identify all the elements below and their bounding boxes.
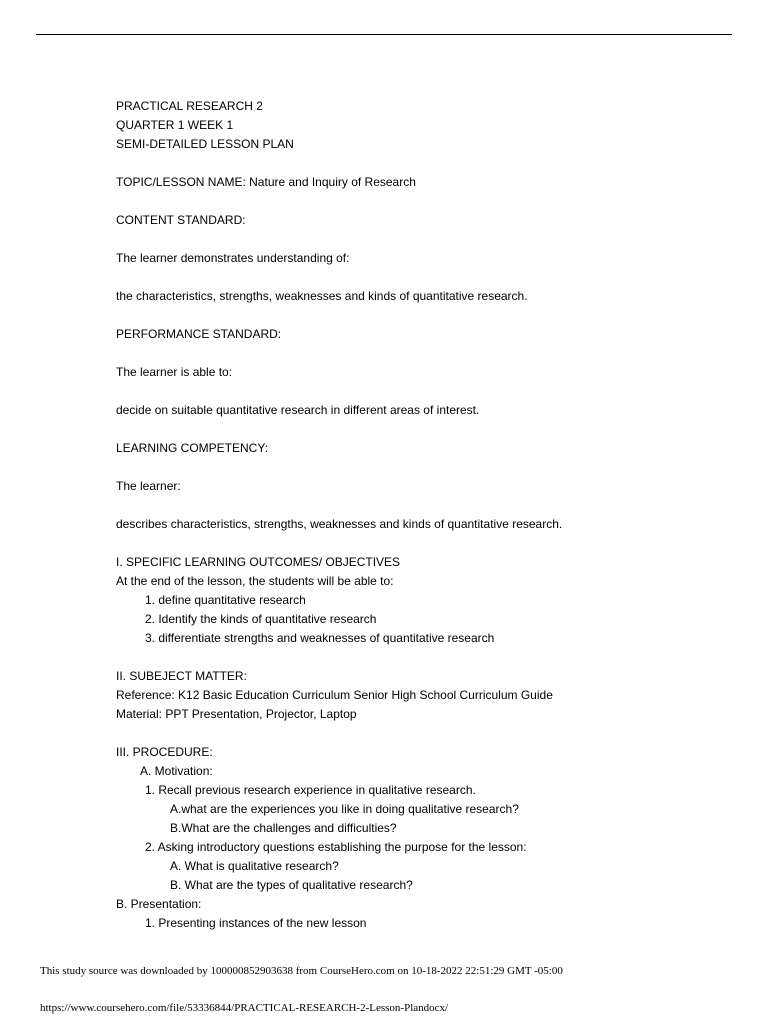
lesson-plan-body: [116, 97, 732, 933]
plan-type: SEMI-DETAILED LESSON PLAN: [116, 137, 294, 151]
spacer: [116, 724, 732, 743]
course-title: PRACTICAL RESEARCH 2: [116, 99, 263, 113]
motivation-item: 1. Recall previous research experience in qualitative research.: [145, 783, 476, 797]
objectives-intro: At the end of the lesson, the students will be able to:: [116, 574, 394, 588]
learning-competency-intro: The learner:: [116, 479, 181, 493]
procedure-heading: III. PROCEDURE:: [116, 745, 213, 759]
subject-matter-reference: Reference: K12 Basic Education Curriculum Senior High School Curriculum Guide: [116, 688, 553, 702]
spacer: [116, 230, 732, 249]
source-url: https://www.coursehero.com/file/53336844/PRACTICAL-RESEARCH-2-Lesson-Plandocx/: [40, 1002, 449, 1014]
learning-competency-text: describes characteristics, strengths, weaknesses and kinds of quantitative research.: [116, 517, 563, 531]
spacer: [116, 268, 732, 287]
spacer: [116, 458, 732, 477]
quarter-week: QUARTER 1 WEEK 1: [116, 118, 234, 132]
motivation-item: 2. Asking introductory questions establishing the purpose for the lesson:: [145, 840, 527, 854]
spacer: [116, 306, 732, 325]
subject-matter-material: Material: PPT Presentation, Projector, Laptop: [116, 707, 357, 721]
performance-standard-heading: PERFORMANCE STANDARD:: [116, 327, 282, 341]
presentation-item: 1. Presenting instances of the new lesson: [145, 916, 367, 930]
topic-line: TOPIC/LESSON NAME: Nature and Inquiry of Research: [116, 175, 416, 189]
spacer: [116, 344, 732, 363]
spacer: [116, 382, 732, 401]
motivation-subitem: A.what are the experiences you like in doing qualitative research?: [170, 802, 519, 816]
spacer: [116, 420, 732, 439]
learning-competency-heading: LEARNING COMPETENCY:: [116, 441, 269, 455]
performance-standard-intro: The learner is able to:: [116, 365, 233, 379]
content-standard-heading: CONTENT STANDARD:: [116, 213, 246, 227]
motivation-label: A. Motivation:: [140, 764, 213, 778]
spacer: [116, 496, 732, 515]
performance-standard-text: decide on suitable quantitative research in different areas of interest.: [116, 403, 480, 417]
motivation-subitem: B.What are the challenges and difficulties?: [170, 821, 397, 835]
objectives-heading: I. SPECIFIC LEARNING OUTCOMES/ OBJECTIVES: [116, 555, 401, 569]
motivation-subitem: A. What is qualitative research?: [170, 859, 339, 873]
objective-item: 2. Identify the kinds of quantitative research: [145, 612, 377, 626]
spacer: [116, 192, 732, 211]
spacer: [116, 154, 732, 173]
page-top-rule: [36, 34, 732, 35]
download-notice: This study source was downloaded by 100000852903638 from CourseHero.com on 10-18-2022 22:51:29 GMT -05:00: [40, 965, 563, 977]
objective-item: 3. differentiate strengths and weaknesses of quantitative research: [145, 631, 495, 645]
objective-item: 1. define quantitative research: [145, 593, 306, 607]
subject-matter-heading: II. SUBEJECT MATTER:: [116, 669, 247, 683]
spacer: [116, 648, 732, 667]
motivation-subitem: B. What are the types of qualitative research?: [170, 878, 413, 892]
content-standard-text: the characteristics, strengths, weaknesses and kinds of quantitative research.: [116, 289, 528, 303]
spacer: [116, 534, 732, 553]
content-standard-intro: The learner demonstrates understanding of:: [116, 251, 350, 265]
presentation-label: B. Presentation:: [116, 897, 202, 911]
